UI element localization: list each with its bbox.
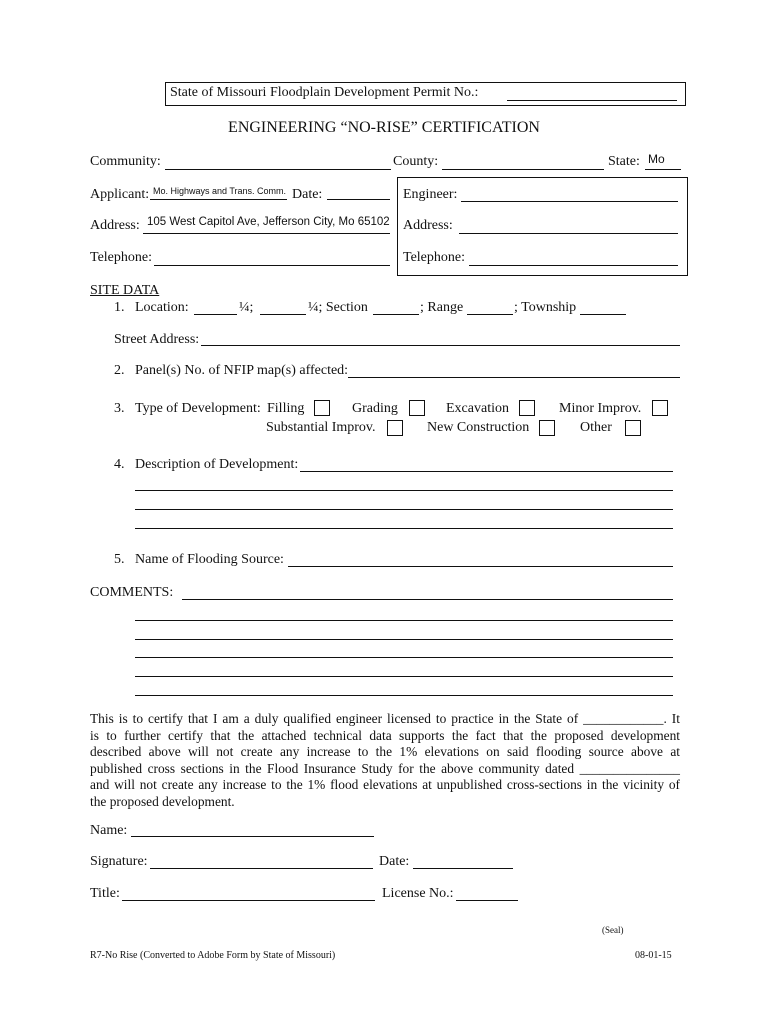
panel-field[interactable] [348,377,680,378]
cert-line-5: and will not create any increase to the 1% flood elevations at unpublished cross-sections in the vicinity of [90,777,680,793]
location-num: 1. [114,300,125,315]
engineer-address-label: Address: [403,218,453,233]
applicant-value: Mo. Highways and Trans. Comm. [153,186,287,196]
quarter-label-1: ¼; [239,300,254,315]
range-label: ; Range [420,300,464,315]
seal-label: (Seal) [602,925,624,935]
cert-line-2: is to further certify that the attached technical data supports the fact that the proposed development [90,727,680,743]
option-filling: Filling [267,401,305,416]
address-value: 105 West Capitol Ave, Jefferson City, Mo 65102 [147,216,390,228]
county-label: County: [393,154,439,169]
state-label: State: [608,154,640,169]
panel-label: Panel(s) No. of NFIP map(s) affected: [135,363,349,378]
telephone-field[interactable] [154,265,390,266]
date-label: Date: [292,187,323,202]
title-label: Title: [90,886,120,901]
state-value: Mo [648,152,665,166]
state-field[interactable] [645,169,681,170]
description-num: 4. [114,457,125,472]
option-substantial-improv: Substantial Improv. [266,420,376,435]
license-label: License No.: [382,886,454,901]
community-field[interactable] [165,169,391,170]
signature-field[interactable] [150,868,373,869]
name-field[interactable] [131,836,374,837]
street-address-field[interactable] [201,345,680,346]
option-other: Other [580,420,612,435]
quarter-field-1[interactable] [194,314,237,315]
applicant-label: Applicant: [90,187,150,202]
permit-number-field[interactable] [507,100,677,101]
description-field-3[interactable] [135,509,673,510]
new-construction-checkbox[interactable] [539,420,555,436]
cert-line-3: described above will not create any increase to the 1% elevations on said flooding source above at [90,744,680,760]
footer-right: 08-01-15 [635,950,672,961]
address-label: Address: [90,218,140,233]
address-field[interactable] [143,233,390,234]
cert-line-6: the proposed development. [90,793,235,809]
footer-left: R7-No Rise (Converted to Adobe Form by State of Missouri) [90,950,336,961]
county-field[interactable] [442,169,604,170]
sig-date-field[interactable] [413,868,513,869]
permit-label: State of Missouri Floodplain Development Permit No.: [170,85,479,100]
township-label: ; Township [514,300,577,315]
engineer-field[interactable] [461,201,678,202]
comments-field-1[interactable] [182,599,673,600]
other-checkbox[interactable] [625,420,641,436]
type-dev-num: 3. [114,401,125,416]
engineer-label: Engineer: [403,187,458,202]
flooding-field[interactable] [288,566,673,567]
option-new-construction: New Construction [427,420,530,435]
grading-checkbox[interactable] [409,400,425,416]
name-label: Name: [90,823,128,838]
flooding-num: 5. [114,552,125,567]
applicant-field[interactable] [150,199,287,200]
range-field[interactable] [467,314,513,315]
engineer-address-field[interactable] [459,233,678,234]
sig-date-label: Date: [379,854,410,869]
telephone-label: Telephone: [90,250,152,265]
option-excavation: Excavation [446,401,509,416]
certification-paragraph [90,711,680,811]
flooding-label: Name of Flooding Source: [135,552,284,567]
comments-field-6[interactable] [135,695,673,696]
license-field[interactable] [456,900,518,901]
comments-label: COMMENTS: [90,585,174,600]
description-label: Description of Development: [135,457,299,472]
signature-label: Signature: [90,854,148,869]
comments-field-3[interactable] [135,639,673,640]
section-label: ¼; Section [308,300,368,315]
page-title: ENGINEERING “NO-RISE” CERTIFICATION [228,119,540,136]
section-field[interactable] [373,314,419,315]
date-field[interactable] [327,199,390,200]
minor-improv-checkbox[interactable] [652,400,668,416]
description-field-4[interactable] [135,528,673,529]
description-field-2[interactable] [135,490,673,491]
description-field-1[interactable] [300,471,673,472]
cert-line-4: published cross sections in the Flood Insurance Study for the above community dated _______________ [90,760,680,776]
excavation-checkbox[interactable] [519,400,535,416]
title-field[interactable] [122,900,375,901]
panel-num: 2. [114,363,125,378]
comments-field-4[interactable] [135,657,673,658]
quarter-field-2[interactable] [260,314,306,315]
comments-field-2[interactable] [135,620,673,621]
option-minor-improv: Minor Improv. [559,401,642,416]
engineer-telephone-label: Telephone: [403,250,465,265]
type-dev-label: Type of Development: [135,401,261,416]
engineer-telephone-field[interactable] [469,265,678,266]
community-label: Community: [90,154,161,169]
location-label: Location: [135,300,189,315]
option-grading: Grading [352,401,398,416]
street-address-label: Street Address: [114,332,200,347]
filling-checkbox[interactable] [314,400,330,416]
substantial-improv-checkbox[interactable] [387,420,403,436]
cert-line-1: This is to certify that I am a duly qualified engineer licensed to practice in the State of ____________. It [90,711,680,726]
township-field[interactable] [580,314,626,315]
site-data-heading: SITE DATA [90,283,160,298]
comments-field-5[interactable] [135,676,673,677]
